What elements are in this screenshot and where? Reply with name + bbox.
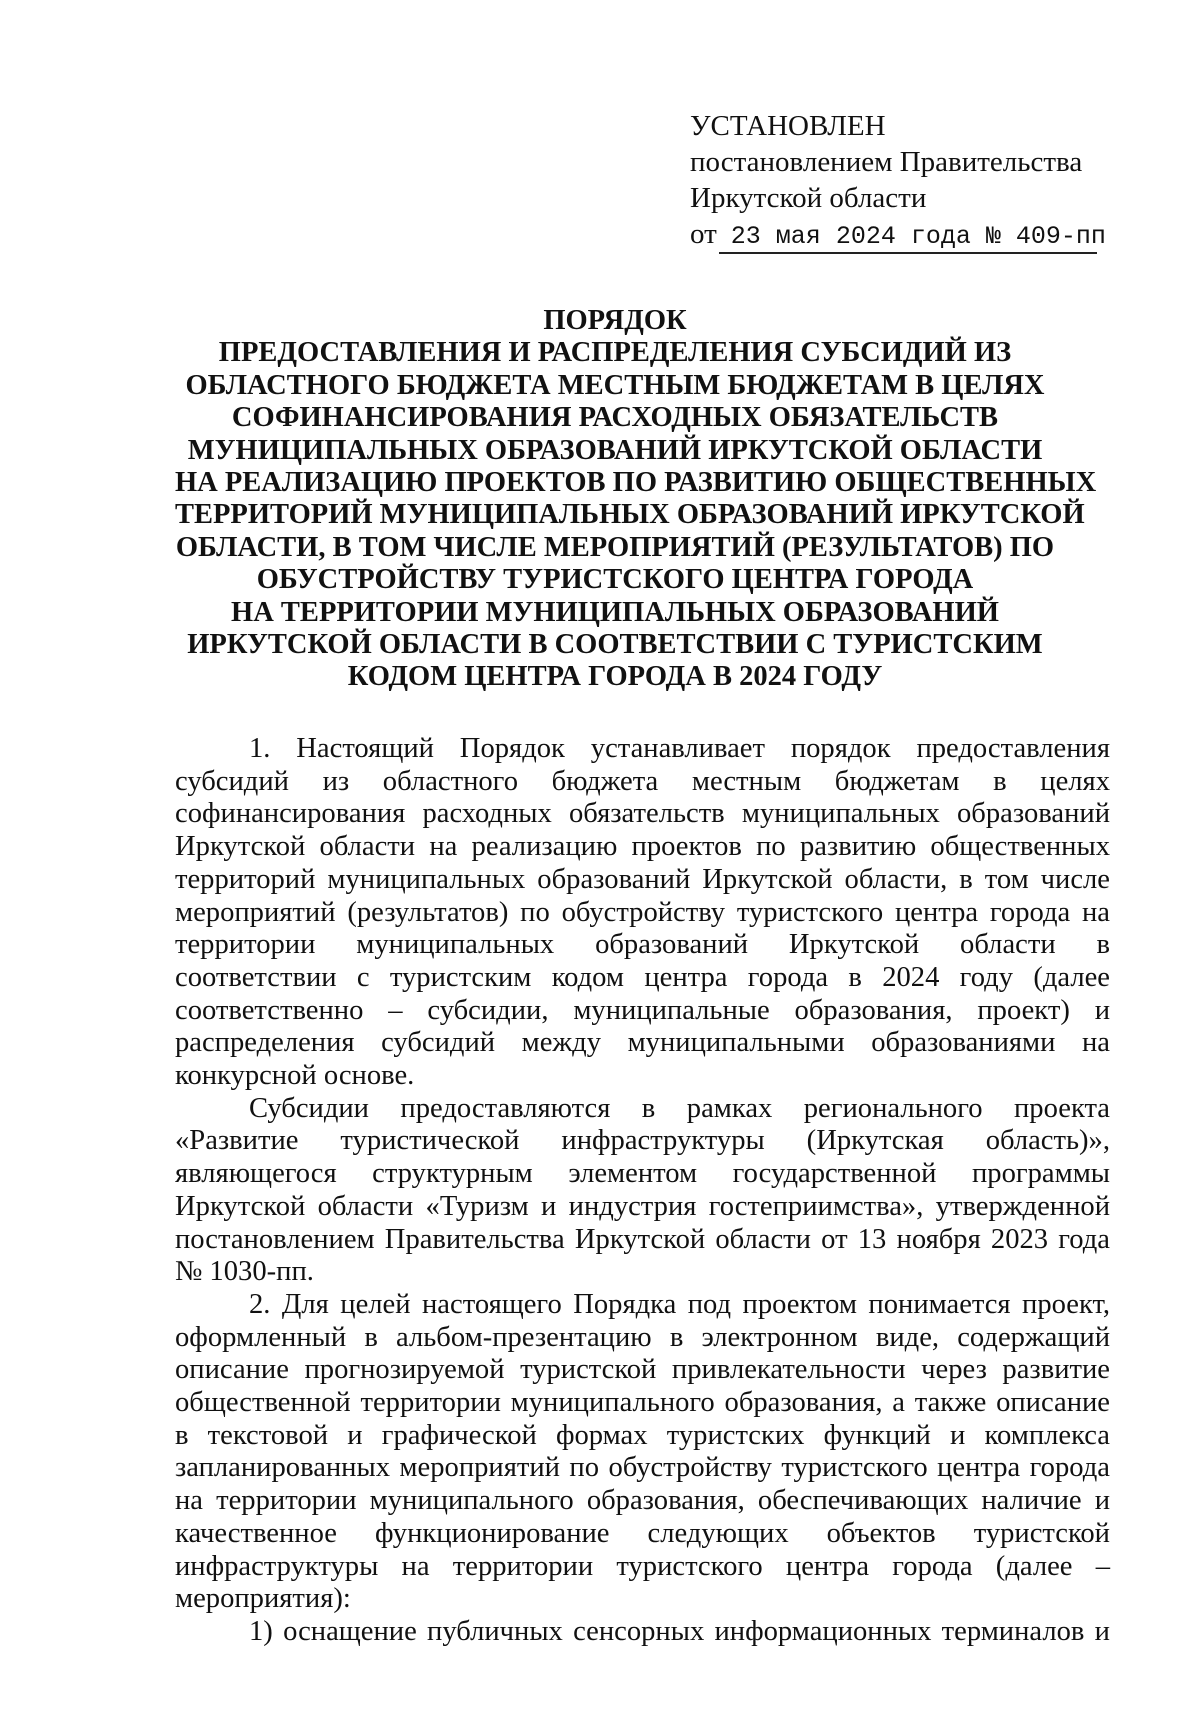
paragraph-subsidies: Субсидии предоставляются в рамках регионального проекта «Развитие туристической инфраструктуры (Иркутская область)», являющегося структурным элементом государственной программы Иркутской области «Туризм и индустрия гостеприимства», утвержденной постановлением Правительства Иркутской области от 13 ноября 2023 года № 1030-пп. bbox=[175, 1092, 1110, 1288]
paragraph-1: 1. Настоящий Порядок устанавливает порядок предоставления субсидий из областного бюджета местным бюджетам в целях софинансирования расходных обязательств муниципальных образований Иркутской области на реализацию проектов по развитию общественных территорий муниципальных образований Иркутской области, в том числе мероприятий (результатов) по обустройству туристского центра города на территории муниципальных образований Иркутской области в соответствии с туристским кодом центра города в 2024 году (далее соответственно – субсидии, муниципальные образования, проект) и распределения субсидий между муниципальными образованиями на конкурсной основе. bbox=[175, 733, 1110, 1092]
approval-heading: УСТАНОВЛЕН bbox=[690, 110, 886, 142]
title-line: ОБУСТРОЙСТВУ ТУРИСТСКОГО ЦЕНТРА ГОРОДА bbox=[256, 564, 974, 596]
approval-date-prefix: от bbox=[690, 218, 717, 250]
title-line: ИРКУТСКОЙ ОБЛАСТИ В СООТВЕТСТВИИ С ТУРИСТСКИМ bbox=[187, 629, 1043, 661]
approval-date-value: 23 мая 2024 года № 409-пп bbox=[719, 222, 1097, 254]
approval-region-line: Иркутской области bbox=[690, 182, 927, 214]
title-line: НА ТЕРРИТОРИИ МУНИЦИПАЛЬНЫХ ОБРАЗОВАНИЙ bbox=[231, 596, 999, 628]
title-line: НА РЕАЛИЗАЦИЮ ПРОЕКТОВ ПО РАЗВИТИЮ ОБЩЕСТВЕННЫХ bbox=[175, 467, 1097, 499]
document-title bbox=[175, 305, 1097, 694]
title-line: ОБЛАСТНОГО БЮДЖЕТА МЕСТНЫМ БЮДЖЕТАМ В ЦЕЛЯХ bbox=[185, 369, 1045, 401]
title-line: ТЕРРИТОРИЙ МУНИЦИПАЛЬНЫХ ОБРАЗОВАНИЙ ИРКУТСКОЙ bbox=[175, 499, 1085, 531]
title-line: КОДОМ ЦЕНТРА ГОРОДА В 2024 ГОДУ bbox=[347, 661, 883, 693]
approval-stamp bbox=[690, 108, 1110, 254]
approval-decree-line: постановлением Правительства bbox=[690, 146, 1083, 178]
title-line: ОБЛАСТИ, В ТОМ ЧИСЛЕ МЕРОПРИЯТИЙ (РЕЗУЛЬТАТОВ) ПО bbox=[175, 531, 1055, 563]
title-line: МУНИЦИПАЛЬНЫХ ОБРАЗОВАНИЙ ИРКУТСКОЙ ОБЛАСТИ bbox=[187, 434, 1043, 466]
title-line: ПОРЯДОК bbox=[543, 305, 687, 336]
paragraph-item-1: 1) оснащение публичных сенсорных информационных терминалов и bbox=[249, 1615, 1110, 1647]
approval-date-line bbox=[690, 216, 1110, 254]
document-body bbox=[175, 733, 1110, 1649]
title-line: СОФИНАНСИРОВАНИЯ РАСХОДНЫХ ОБЯЗАТЕЛЬСТВ bbox=[231, 402, 999, 434]
paragraph-2: 2. Для целей настоящего Порядка под проектом понимается проект, оформленный в альбом-презентацию в электронном виде, содержащий описание прогнозируемой туристской привлекательности через развитие общественной территории муниципального образования, а также описание в текстовой и графической формах туристских функций и комплекса запланированных мероприятий по обустройству туристского центра города на территории муниципального образования, обеспечивающих наличие и качественное функционирование следующих объектов туристской инфраструктуры на территории туристского центра города (далее – мероприятия): bbox=[175, 1288, 1110, 1615]
title-line: ПРЕДОСТАВЛЕНИЯ И РАСПРЕДЕЛЕНИЯ СУБСИДИЙ ИЗ bbox=[218, 337, 1012, 369]
